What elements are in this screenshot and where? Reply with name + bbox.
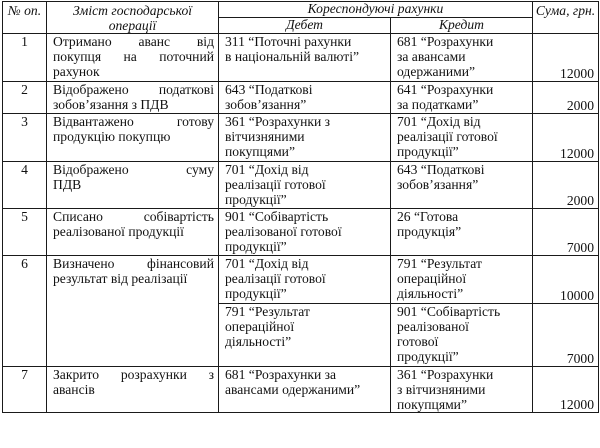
operation-content-line: Списано собівартість	[53, 209, 214, 224]
operation-content	[47, 34, 219, 82]
operation-content	[47, 82, 219, 114]
credit-account-line: за податками”	[397, 97, 479, 112]
credit-account-line: 643 “Податкові	[397, 162, 485, 177]
credit-account-line: 26 “Готова	[397, 209, 459, 224]
operation-number: 4	[3, 162, 47, 209]
credit-account-line: реалізованої	[397, 319, 469, 334]
table-row	[3, 256, 599, 304]
table-row	[3, 162, 599, 209]
debit-account	[219, 162, 391, 209]
debit-account	[219, 34, 391, 82]
table-row	[3, 34, 599, 82]
operation-content-line: реалізованої продукції	[53, 224, 184, 239]
table-row	[3, 114, 599, 162]
debit-account-line: операційної	[225, 319, 295, 334]
credit-account-line: за авансами	[397, 49, 466, 64]
debit-account-line: 791 “Результат	[225, 304, 310, 319]
debit-account-line: 701 “Дохід від	[225, 162, 309, 177]
credit-account-line: продукція”	[397, 224, 462, 239]
debit-account-line: продукції”	[225, 286, 287, 301]
debit-account-line: реалізації готової	[225, 177, 326, 192]
credit-account-line: 791 “Результат	[397, 256, 482, 271]
header-credit: Кредит	[391, 18, 533, 34]
operation-sum: 12000	[533, 114, 599, 162]
operation-sum: 7000	[533, 209, 599, 256]
debit-account	[219, 209, 391, 256]
operation-content	[47, 209, 219, 256]
debit-account	[219, 82, 391, 114]
operation-number: 1	[3, 34, 47, 82]
credit-account-line: 641 “Розрахунки	[397, 82, 494, 97]
credit-account-line: продукції”	[397, 349, 459, 364]
credit-account-line: операційної	[397, 271, 467, 286]
operation-content-line: зобов’язання з ПДВ	[53, 97, 169, 112]
debit-account-line: 701 “Дохід від	[225, 256, 309, 271]
operation-number: 7	[3, 367, 47, 413]
operation-sum: 12000	[533, 34, 599, 82]
operation-content-line: авансів	[53, 382, 95, 397]
credit-account	[391, 256, 533, 304]
credit-account-line: 901 “Собівартість	[397, 304, 501, 319]
debit-account-line: продукції”	[225, 192, 287, 207]
operation-content-line: ПДВ	[53, 177, 82, 192]
operation-content-line: продукцію покупцю	[53, 129, 171, 144]
operation-content	[47, 162, 219, 209]
operation-content-line: покупця на поточний	[53, 49, 214, 64]
operation-sum: 7000	[533, 304, 599, 367]
operation-content	[47, 367, 219, 413]
operation-content-line: Відображено податкові	[53, 82, 214, 97]
debit-account-line: 361 “Розрахунки з	[225, 114, 331, 129]
operation-content	[47, 114, 219, 162]
credit-account	[391, 209, 533, 256]
debit-account-line: продукції”	[225, 239, 287, 254]
debit-account-line: в національній валюті”	[225, 49, 360, 64]
header-debit: Дебет	[219, 18, 391, 34]
debit-account-line: покупцями”	[225, 144, 295, 159]
operation-number: 2	[3, 82, 47, 114]
credit-account-line: 361 “Розрахунки	[397, 367, 494, 382]
operation-number: 3	[3, 114, 47, 162]
operation-content-line: Закрито розрахунки з	[53, 367, 214, 382]
credit-account	[391, 162, 533, 209]
operation-content-line: Відвантажено готову	[53, 114, 214, 129]
operations-table	[2, 1, 599, 413]
credit-account-line: з вітчизняними	[397, 382, 486, 397]
debit-account-line: вітчизняними	[225, 129, 305, 144]
debit-account-line: реалізації готової	[225, 271, 326, 286]
credit-account	[391, 114, 533, 162]
operation-sum: 2000	[533, 82, 599, 114]
header-sum: Сума, грн.	[533, 2, 599, 34]
header-accounts: Кореспондуючі рахунки	[219, 2, 533, 18]
credit-account-line: покупцями”	[397, 397, 467, 412]
operation-sum: 12000	[533, 367, 599, 413]
debit-account	[219, 304, 391, 367]
table-row	[3, 367, 599, 413]
credit-account-line: 681 “Розрахунки	[397, 34, 494, 49]
operation-content	[47, 256, 219, 367]
credit-account-line: продукції”	[397, 144, 459, 159]
credit-account-line: реалізації готової	[397, 129, 498, 144]
debit-account-line: діяльності”	[225, 334, 292, 349]
operation-number: 6	[3, 256, 47, 367]
credit-account-line: зобов’язання”	[397, 177, 479, 192]
debit-account-line: 681 “Розрахунки за	[225, 367, 337, 382]
operation-sum: 2000	[533, 162, 599, 209]
debit-account-line: реалізованої готової	[225, 224, 342, 239]
table-row	[3, 82, 599, 114]
debit-account-line: 643 “Податкові	[225, 82, 313, 97]
debit-account-line: зобов’язання”	[225, 97, 307, 112]
operations-body	[3, 34, 599, 413]
debit-account-line: 311 “Поточні рахунки	[225, 34, 352, 49]
debit-account	[219, 114, 391, 162]
debit-account	[219, 367, 391, 413]
debit-account-line: 901 “Собівартість	[225, 209, 329, 224]
credit-account	[391, 367, 533, 413]
debit-account	[219, 256, 391, 304]
credit-account-line: готової	[397, 334, 439, 349]
operation-content-line: Визначено фінансовий	[53, 256, 214, 271]
credit-account-line: 701 “Дохід від	[397, 114, 481, 129]
operation-content-line: Отримано аванс від	[53, 34, 214, 49]
table-row	[3, 209, 599, 256]
operation-content-line: рахунок	[53, 64, 100, 79]
credit-account-line: одержаними”	[397, 64, 476, 79]
header-content: Зміст господарської операції	[47, 2, 219, 34]
credit-account	[391, 34, 533, 82]
operation-number: 5	[3, 209, 47, 256]
operation-content-line: результат від реалізації	[53, 271, 188, 286]
credit-account	[391, 304, 533, 367]
operation-sum: 10000	[533, 256, 599, 304]
debit-account-line: авансами одержаними”	[225, 382, 361, 397]
credit-account	[391, 82, 533, 114]
operation-content-line: Відображено суму	[53, 162, 214, 177]
credit-account-line: діяльності”	[397, 286, 464, 301]
header-number: № оп.	[3, 2, 47, 34]
